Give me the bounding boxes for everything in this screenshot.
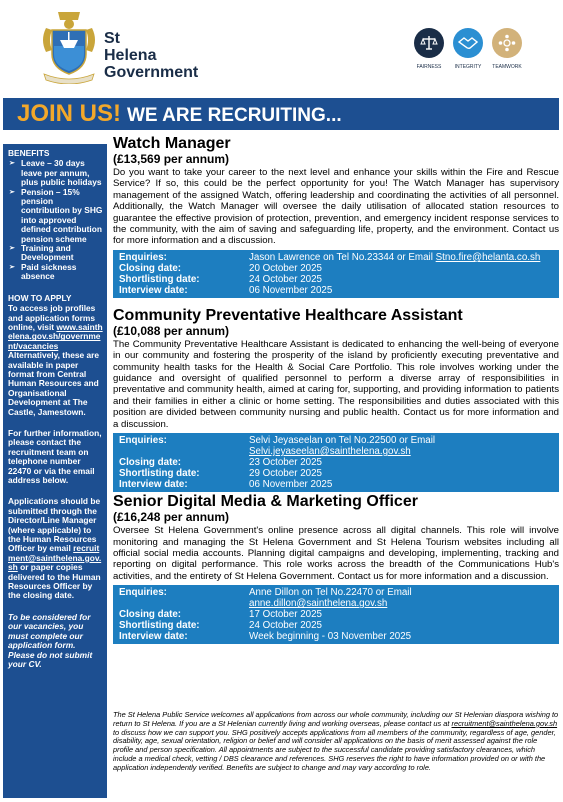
closing-label: Closing date:: [119, 609, 182, 621]
vacancies-link[interactable]: www.sainthelena.gov.sh/government/vacancies: [8, 321, 103, 351]
job-title: Community Preventative Healthcare Assistant: [113, 306, 463, 324]
org-name-text: St Helena Government: [104, 30, 199, 81]
shortlisting-label: Shortlisting date:: [119, 273, 200, 285]
closing-label: Closing date:: [119, 262, 182, 274]
teamwork-value: [490, 28, 524, 70]
integrity-label: INTEGRITY: [454, 64, 482, 70]
benefit-item: ➢ Pension – 15% pension contribution by SHG into approved defined contribution pension scheme: [8, 188, 103, 244]
closing-label: Closing date:: [119, 457, 182, 469]
benefit-item: ➢ Training and Development: [8, 244, 103, 263]
shortlisting-label: Shortlisting date:: [119, 468, 200, 480]
enquiries-label: Enquiries:: [119, 587, 167, 599]
interview-date: Week beginning - 03 November 2025: [249, 631, 412, 643]
enquiries-text: Selvi Jeyaseelan on Tel No.22500 or Email: [249, 435, 436, 447]
interview-label: Interview date:: [119, 479, 188, 491]
apply-rest: Alternatively, these are available in paper format from Central Human Resources and Organisational Development at The Castle, Jamestown.: [8, 350, 100, 417]
footer-text-2: to discuss how we can support you. SHG positively accepts applications from all members of the community, regardless of age, gender, disability, age, sexual orientation, religion or belief and will consider all applications on the basis of merit assessed against the role profile and person specification. All appointments are subject to the successful candidate providing satisfactory clearances, which include a medical check, vetting / DBS clearance and references. SHG reserves the right to have information provided on or with the application independently verified. Benefits are subject to change and may vary according to role.: [113, 727, 556, 772]
enquiries-email-link[interactable]: anne.dillon@sainthelena.gov.sh: [249, 598, 388, 610]
how-to-apply-heading: HOW TO APPLY: [8, 292, 72, 303]
recruiting-heading: WE ARE RECRUITING...: [127, 105, 342, 126]
vacancies-list: [113, 135, 559, 644]
fairness-label: FAIRNESS: [416, 64, 442, 70]
job-watch-manager: [113, 135, 559, 298]
contact-intro: For further information, please contact the recruitment team on telephone number: [8, 427, 102, 467]
teamwork-label: TEAMWORK: [492, 64, 522, 70]
enquiries-label: Enquiries:: [119, 435, 167, 447]
teamwork-icon: [492, 28, 522, 58]
cv-note: To be considered for our vacancies, you must complete our application form. Please do not submit your CV.: [8, 611, 93, 669]
closing-date: 17 October 2025: [249, 609, 322, 621]
submit-text: [8, 497, 103, 600]
job-salary: (£10,088 per annum): [113, 323, 230, 338]
integrity-value: [451, 28, 485, 70]
footer-text-1: The St Helena Public Service welcomes all applications from across our whole community, including our St Helenian diaspora wishing to return to St Helena. If you are a St Helenian currently living and working overseas, please contact us at: [113, 710, 559, 728]
apply-text: [8, 304, 103, 417]
shortlisting-label: Shortlisting date:: [119, 620, 200, 632]
scales-icon: [414, 28, 444, 58]
shortlisting-date: 24 October 2025: [249, 273, 322, 285]
job-digital-media-officer: [113, 493, 559, 644]
job-title: Senior Digital Media & Marketing Officer: [113, 493, 418, 511]
enquiries-text: Anne Dillon on Tel No.22470 or Email: [249, 587, 412, 599]
benefit-item: ➢ Paid sickness absence: [8, 263, 103, 282]
job-description: Oversee St Helena Government's online presence across all digital channels. This role will involve monitoring and managing the St Helena Government and St Helena Tourism websites including all official social media accounts. Planning digital campaigns and developing, implementing, tracking and reporting on digital performance. This role works across the breadth of the Communications Hub's activities, and the entirety of St Helena Government. Contact us for more information and a discussion.: [113, 525, 559, 582]
sidebar-panel: [3, 144, 107, 798]
coat-of-arms-logo: [38, 10, 100, 84]
job-title: Watch Manager: [113, 135, 231, 152]
contact-number: 22470: [8, 465, 32, 476]
enquiries-text: Jason Lawrence on Tel No.23344 or Email: [249, 251, 433, 263]
job-info-box: [113, 250, 559, 298]
interview-label: Interview date:: [119, 284, 188, 296]
job-salary: (£16,248 per annum): [113, 510, 230, 525]
benefits-heading: BENEFITS: [8, 148, 50, 158]
closing-date: 20 October 2025: [249, 262, 322, 274]
job-description: Do you want to take your career to the next level and enhance your skills within the Fire and Rescue Service? If so, this could be the perfect opportunity for you! The Watch Manager has supervisory management of the assigned Watch, offering leadership and coordinating the activities of all personnel. Additionally, the Watch Manager will oversee the daily utilisation of allocated station resources to guarantee the effective provision of protection, prevention, and emergency incident response services to the community, with the aim of saving and safeguarding life, property, and the environment. Contact us for more information and a discussion.: [113, 167, 559, 247]
shortlisting-date: 29 October 2025: [249, 468, 322, 480]
fairness-value: [412, 28, 446, 70]
interview-label: Interview date:: [119, 631, 188, 643]
job-salary: (£13,569 per annum): [113, 152, 230, 166]
shortlisting-date: 24 October 2025: [249, 620, 322, 632]
job-info-box: [113, 585, 559, 644]
handshake-icon: [453, 28, 483, 58]
organisation-name: [104, 30, 199, 81]
interview-date: 06 November 2025: [249, 479, 333, 491]
closing-date: 23 October 2025: [249, 457, 322, 469]
interview-date: 06 November 2025: [249, 284, 333, 296]
join-us-heading: JOIN US!: [17, 100, 122, 127]
enquiries-email-link[interactable]: Stno.fire@helanta.co.sh: [435, 251, 541, 263]
job-healthcare-assistant: [113, 307, 559, 492]
recruiting-banner: [3, 98, 559, 130]
enquiries-label: Enquiries:: [119, 251, 167, 263]
apply-intro: To access job profiles and application forms online, visit: [8, 303, 96, 332]
recruitment-email-link[interactable]: recruitment@sainthelena.gov.sh: [8, 543, 102, 573]
submit-outro: or paper copies delivered to the Human Resources Officer by the closing date.: [8, 562, 101, 601]
job-description: The Community Preventative Healthcare Assistant is dedicated to enhancing the well-being of everyone in our community and fostering the prosperity of the island by proficiently executing preventative and community health tasks for the Health & Social Care Portfolio. This role involves working under the guidance and oversight of qualified personnel to perform a diverse array of responsibilities in preventative and community health, aimed at caring for, supporting, and providing information to patients and their families in either a clinic or home setting. The responsibilities and duties associated with this position are divided between community nursing and public health. Contact us for more information and a discussion.: [113, 338, 559, 430]
enquiries-email-link[interactable]: Selvi.jeyaseelan@sainthelena.gov.sh: [249, 446, 411, 458]
footer-email-link[interactable]: recruitment@sainthelena.gov.sh: [451, 718, 558, 728]
benefit-item: ➢ Leave – 30 days leave per annum, plus public holidays: [8, 159, 103, 187]
equal-opportunities-footer: [113, 711, 559, 773]
job-info-box: [113, 433, 559, 492]
submit-intro: Applications should be submitted through the Director/Line Manager (where applicable) to the Human Resources Officer by email: [8, 496, 101, 554]
contact-text: [8, 429, 103, 485]
contact-outro: or via the email address below.: [8, 465, 95, 485]
benefits-list: [8, 159, 103, 281]
